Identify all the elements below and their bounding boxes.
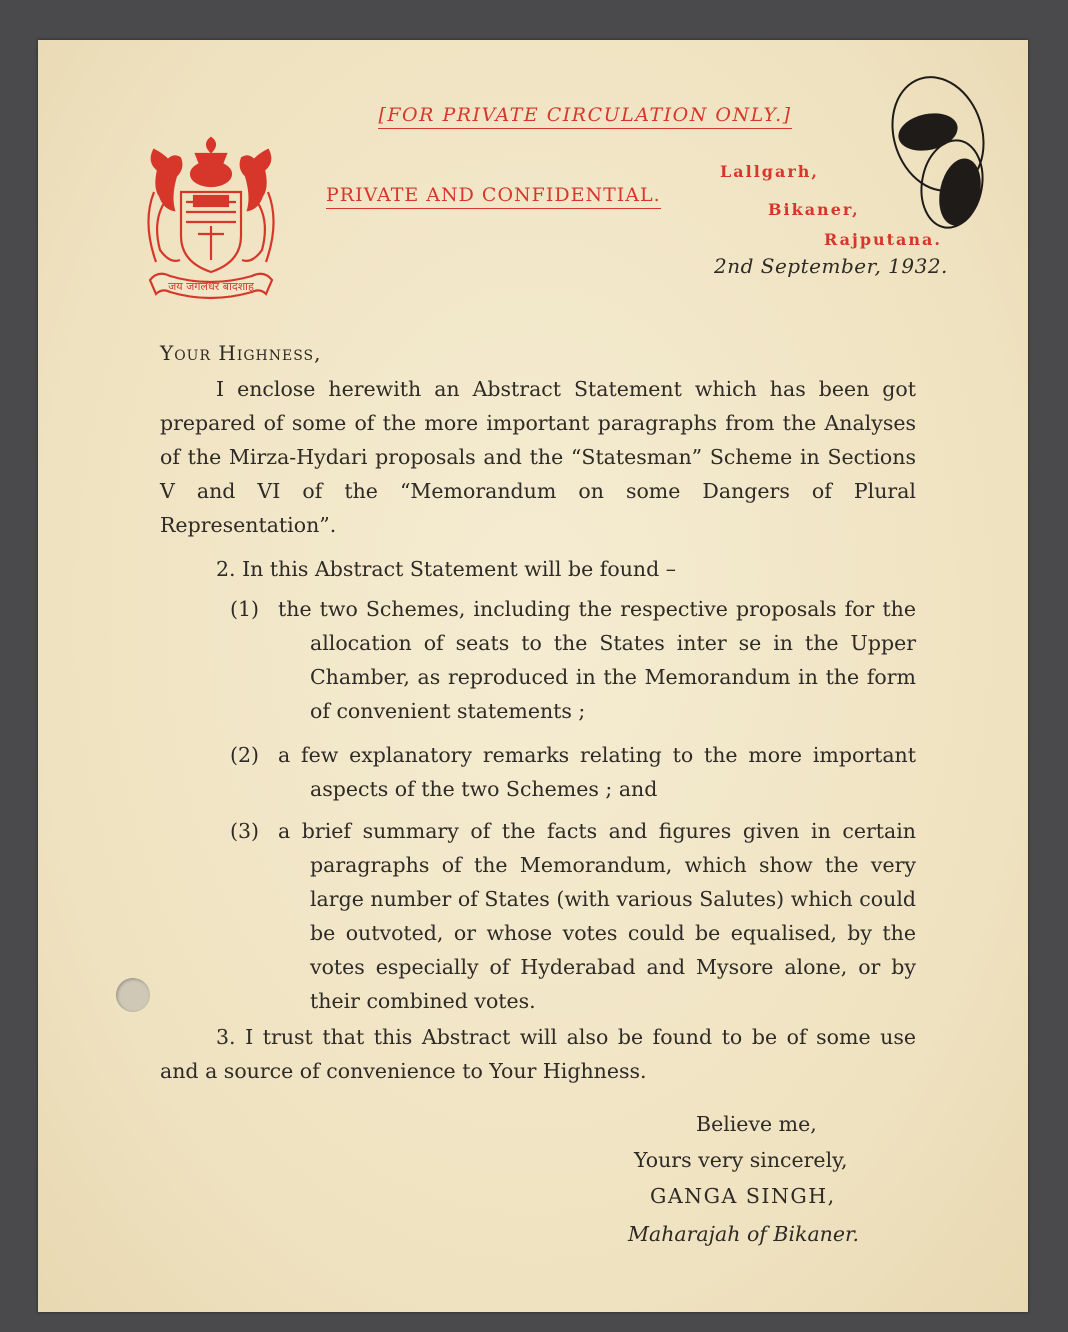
crest-motto: जय जंगलधर बादशाह (168, 280, 254, 293)
list-item-number: (3) (230, 819, 260, 843)
letter-date: 2nd September, 1932. (714, 254, 948, 278)
list-item-text: a few explanatory remarks relating to the more important aspects of the two Schemes ; and (278, 743, 916, 801)
ink-scribble-mark (872, 60, 1002, 240)
address-line-3: Rajputana. (824, 230, 942, 249)
private-circulation-heading (360, 104, 810, 126)
bikaner-crest-emblem (136, 130, 286, 300)
list-item-text: a brief summary of the facts and figures given in certain paragraphs of the Memorandum, which show the very large number of States (with various Salutes) which could be outvoted, or whose votes could be equalised, by the votes especially of Hyderabad and Mysore alone, or by their combined votes. (278, 819, 916, 1013)
closing-sincerely: Yours very sincerely, (634, 1148, 848, 1172)
list-item-number: (1) (230, 597, 260, 621)
list-item-text: the two Schemes, including the respective proposals for the allocation of seats to the States inter se in the Upper Chamber, as reproduced in the Memorandum in the form of convenient statements ; (278, 597, 916, 723)
paragraph-1: I enclose herewith an Abstract Statement which has been got prepared of some of the more important paragraphs from the Analyses of the Mirza-Hydari proposals and the “Statesman” Scheme in Sections V and VI of the “Memorandum on some Dangers of Plural Representation”. (160, 377, 916, 537)
confidential-heading: PRIVATE AND CONFIDENTIAL. (326, 184, 661, 209)
private-circulation-text: [FOR PRIVATE CIRCULATION ONLY.] (378, 104, 791, 129)
list-item-number: (2) (230, 743, 260, 767)
signatory-title: Maharajah of Bikaner. (628, 1222, 860, 1246)
signatory-name: GANGA SINGH, (650, 1184, 836, 1208)
paragraph-2: 2. In this Abstract Statement will be found – (216, 557, 676, 581)
paragraph-3: 3. I trust that this Abstract will also be found to be of some use and a source of convenience to Your Highness. (160, 1025, 916, 1083)
letter-paper (38, 40, 1028, 1312)
salutation: Your Highness, (160, 341, 322, 365)
closing-believe-me: Believe me, (696, 1112, 817, 1136)
punch-hole (116, 978, 150, 1012)
address-line-1: Lallgarh, (720, 162, 819, 181)
address-line-2: Bikaner, (768, 200, 860, 219)
